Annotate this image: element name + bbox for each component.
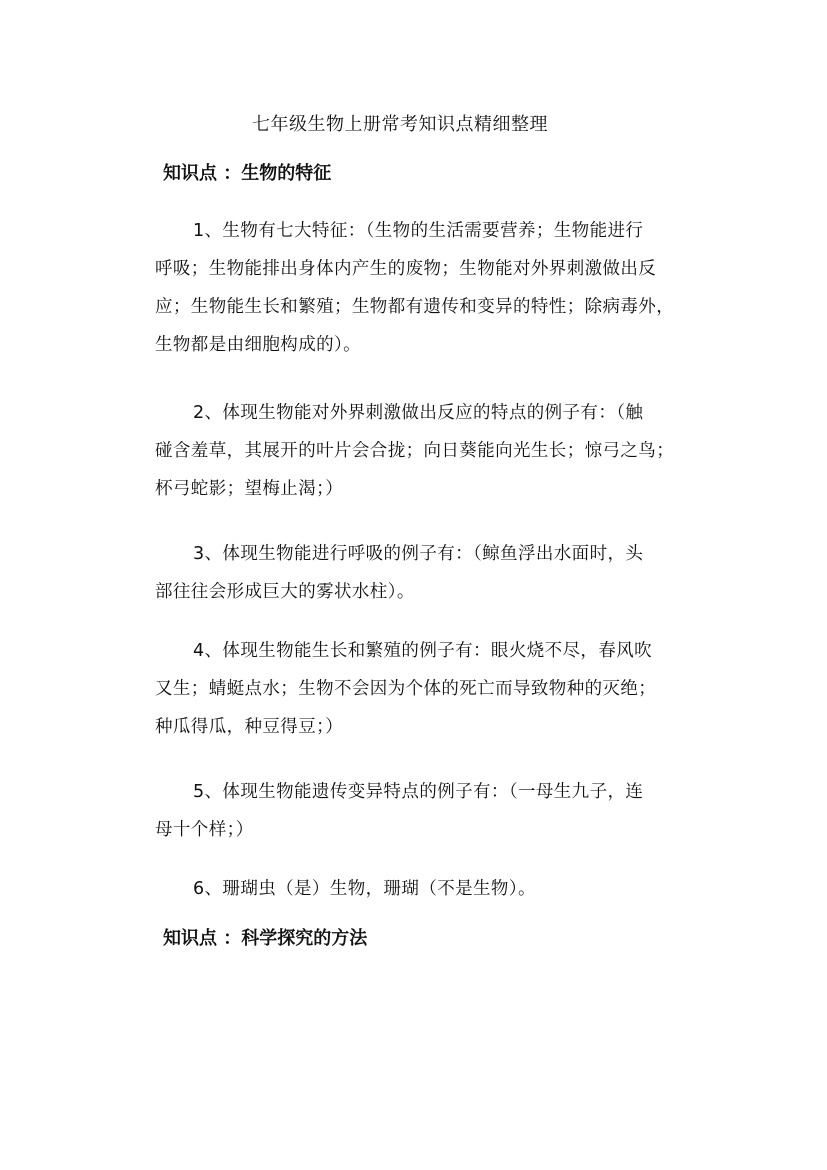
section-heading-characteristics: 知识点 ：生物的特征 — [163, 163, 332, 184]
paragraph-6 — [155, 870, 715, 908]
paragraph-line: 杯弓蛇影；望梅止渴；） — [155, 479, 344, 499]
paragraph-5 — [155, 773, 715, 849]
paragraph-line: 5、体现生物能遗传变异特点的例子有：（一母生九子，连 — [193, 782, 644, 802]
paragraph-line: 生物都是由细胞构成的）。 — [155, 335, 362, 355]
paragraph-line: 应；生物能生长和繁殖；生物都有遗传和变异的特性；除病毒外， — [155, 297, 675, 317]
paragraph-3 — [155, 535, 715, 611]
section-heading-scientific-method: 知识点 ：科学探究的方法 — [163, 928, 368, 949]
paragraph-line: 1、生物有七大特征：（生物的生活需要营养；生物能进行 — [193, 221, 644, 241]
paragraph-line: 又生；蜻蜓点水；生物不会因为个体的死亡而导致物种的灭绝； — [155, 679, 657, 699]
paragraph-1 — [155, 212, 715, 364]
document-title: 七年级生物上册常考知识点精细整理 — [252, 114, 548, 135]
paragraph-line: 3、体现生物能进行呼吸的例子有：（鲸鱼浮出水面时，头 — [193, 544, 644, 564]
paragraph-line: 母十个样；） — [155, 820, 254, 840]
paragraph-line: 2、体现生物能对外界刺激做出反应的特点的例子有：（触 — [193, 403, 644, 423]
paragraph-line: 呼吸；生物能排出身体内产生的废物；生物能对外界刺激做出反 — [155, 259, 657, 279]
paragraph-line: 种瓜得瓜，种豆得豆；） — [155, 717, 344, 737]
paragraph-line: 6、珊瑚虫（是）生物，珊瑚（不是生物）。 — [193, 879, 536, 899]
paragraph-line: 4、体现生物能生长和繁殖的例子有：眼火烧不尽，春风吹 — [193, 641, 653, 661]
paragraph-2 — [155, 394, 715, 508]
paragraph-line: 碰含羞草，其展开的叶片会合拢；向日葵能向光生长；惊弓之鸟； — [155, 441, 675, 461]
paragraph-line: 部往往会形成巨大的雾状水柱）。 — [155, 582, 415, 602]
paragraph-4 — [155, 632, 715, 746]
